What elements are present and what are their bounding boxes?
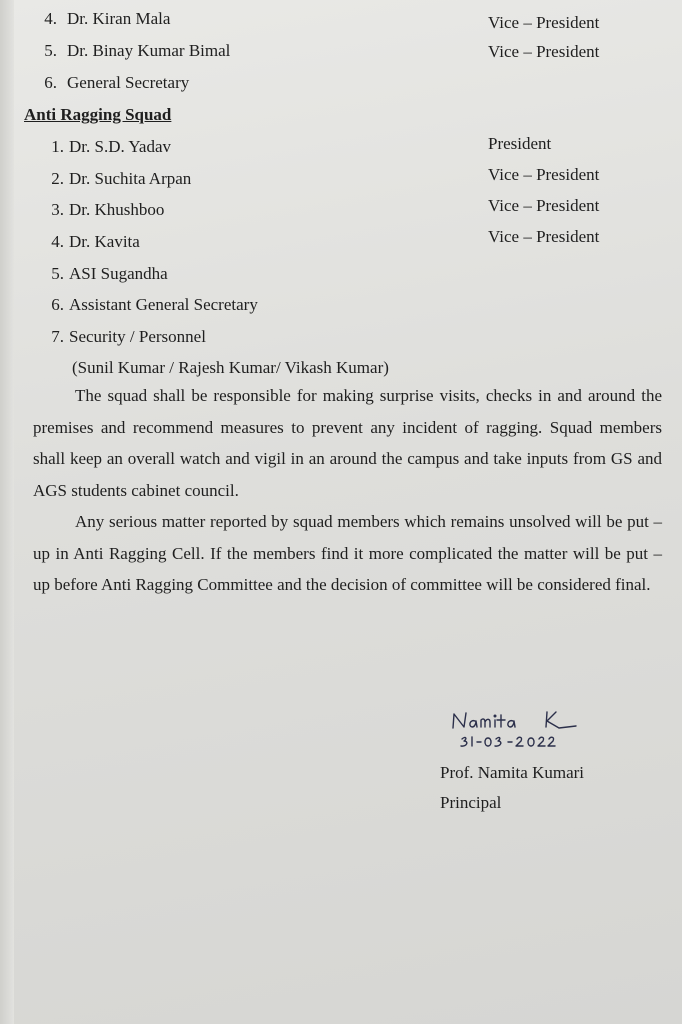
member-name: Dr. Kiran Mala [67,9,171,28]
member-name: General Secretary [67,73,190,92]
list-number: 4. [44,9,57,28]
list-number: 1. [51,137,64,156]
list-number: 3. [51,200,64,219]
member-name: Dr. Suchita Arpan [69,169,192,188]
member-role: President [488,134,552,153]
member-name: Dr. Kavita [69,232,140,251]
handwritten-signature [448,706,588,752]
paper-edge [0,0,14,1024]
member-role: Vice – President [488,227,600,246]
list-number: 7. [51,327,64,346]
member-name: Security / Personnel [69,327,206,346]
security-names: (Sunil Kumar / Rajesh Kumar/ Vikash Kumar) [72,358,389,377]
signatory-name: Prof. Namita Kumari [440,763,584,782]
list-number: 6. [44,73,57,92]
list-number: 5. [51,264,64,283]
member-role: Vice – President [488,196,600,215]
list-number: 6. [51,295,64,314]
squad-responsibility-paragraph: The squad shall be responsible for making surprise visits, checks in and around the premises and recommend measures to prevent any incident of ragging. Squad members shall keep an overall watch and vigil in an around the campus and take inputs from GS and AGS students cabinet council. [33,386,662,500]
member-name: Dr. Binay Kumar Bimal [67,41,231,60]
escalation-paragraph: Any serious matter reported by squad members which remains unsolved will be put – up in Anti Ragging Cell. If the members find it more complicated the matter will be put – up before Anti Ragging Committee and the decision of committee will be considered final. [33,512,662,594]
member-name: Assistant General Secretary [69,295,258,314]
list-number: 5. [44,41,57,60]
squad-heading: Anti Ragging Squad [24,105,172,124]
member-role: Vice – President [488,13,600,32]
member-name: Dr. S.D. Yadav [69,137,172,156]
list-number: 4. [51,232,64,251]
signatory-title: Principal [440,793,502,812]
member-role: Vice – President [488,165,600,184]
member-role: Vice – President [488,42,600,61]
member-name: Dr. Khushboo [69,200,165,219]
member-name: ASI Sugandha [69,264,168,283]
list-number: 2. [51,169,64,188]
